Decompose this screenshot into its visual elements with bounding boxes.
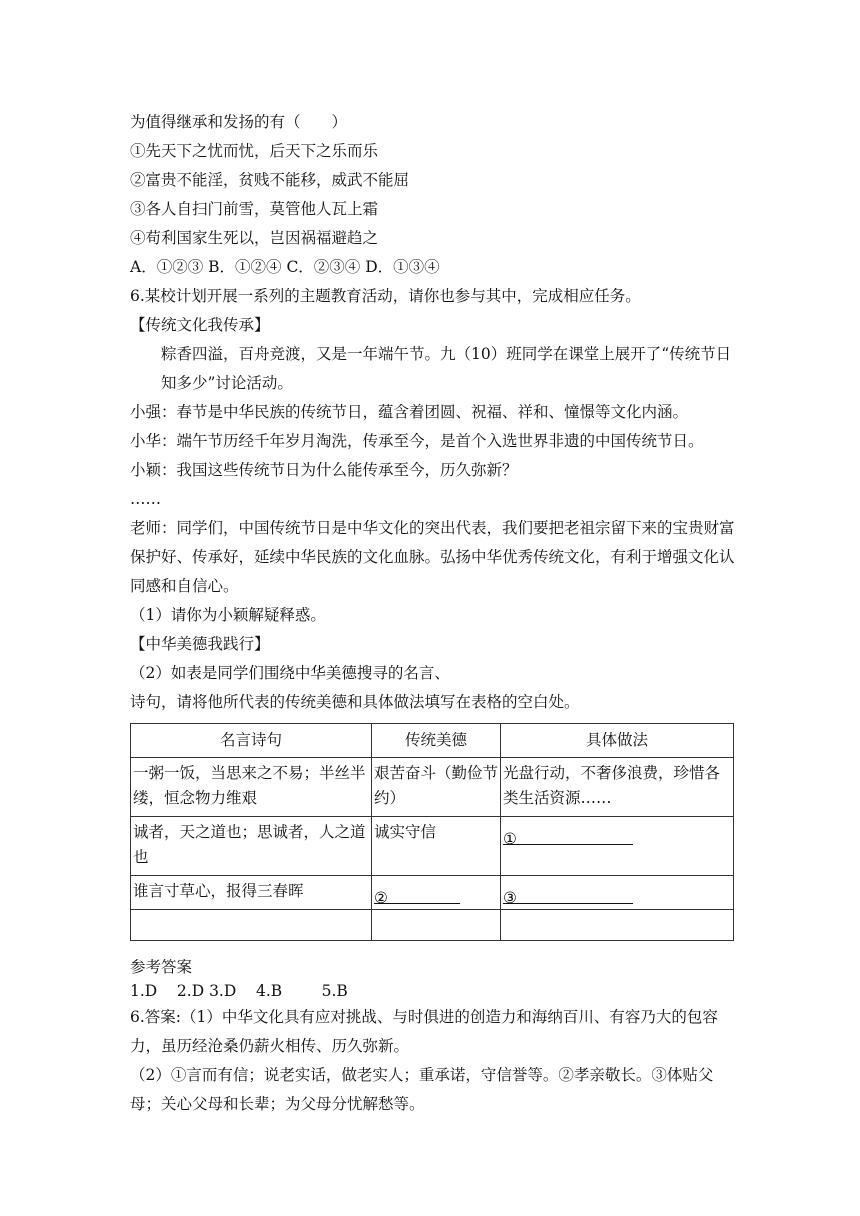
table-cell [131,910,372,941]
sub-question-1: （1）请你为小颖解疑释惑。 [130,606,326,624]
header-virtue: 传统美德 [372,724,501,758]
table-cell: 艰苦奋斗（勤俭节约） [372,758,501,817]
answer-blank-1: ① [503,827,633,845]
q5-option-4: ④苟利国家生死以，岂因祸福避趋之 [130,229,379,247]
q5-stem: 为值得继承和发扬的有（ ） [130,113,348,131]
section-title-virtue: 【中华美德我践行】 [130,635,270,653]
table-cell: 诚者，天之道也；思诚者，人之道也 [131,817,372,876]
table-header-row [131,724,734,758]
document-body [130,108,740,1119]
table-row [131,876,734,910]
table-row [131,817,734,876]
table-cell: 诚实守信 [372,817,501,876]
section-title-tradition: 【传统文化我传承】 [130,316,270,334]
q5-choices: A．①②③ B．①②④ C．②③④ D．①③④ [130,258,440,276]
dialog-xiaoying: 小颖：我国这些传统节日为什么能传承至今，历久弥新？ [130,461,518,479]
q6-stem: 6.某校计划开展一系列的主题教育活动，请你也参与其中，完成相应任务。 [130,287,641,305]
choice-answers: 1.D 2.D 3.D 4.B 5.B [130,982,348,1000]
dialog-teacher: 老师：同学们，中国传统节日是中华文化的突出代表，我们要把老祖宗留下来的宝贵财富保护好、传承好，延续中华民族的文化血脉。弘扬中华优秀传统文化，有利于增强文化认同感和自信心。 [130,519,735,595]
q5-option-1: ①先天下之忧而忧，后天下之乐而乐 [130,142,379,160]
dialog-xiaoqiang: 小强：春节是中华民族的传统节日，蕴含着团圆、祝福、祥和、憧憬等文化内涵。 [130,403,689,421]
sub-question-2-line2: 诗句，请将他所代表的传统美德和具体做法填写在表格的空白处。 [130,693,580,711]
answer-blank-3: ③ [503,886,633,904]
table-row [131,910,734,941]
virtues-table [130,723,734,941]
answer-blank-2: ② [374,886,460,904]
answers-title: 参考答案 [130,958,193,976]
sub-question-2-line1: （2）如表是同学们围绕中华美德搜寻的名言、 [130,664,450,682]
q6-intro: 粽香四溢，百舟竞渡，又是一年端午节。九（10）班同学在课堂上展开了“传统节日知多少”讨论活动。 [161,345,732,392]
header-practice: 具体做法 [501,724,734,758]
table-cell: 一粥一饭，当思来之不易；半丝半缕，恒念物力维艰 [131,758,372,817]
answer-6-part2: （2）①言而有信；说老实话，做老实人；重承诺，守信誉等。②孝亲敬长。③体贴父母；关心父母和长辈；为父母分忧解愁等。 [130,1066,714,1113]
q5-option-2: ②富贵不能淫，贫贱不能移，威武不能屈 [130,171,410,189]
table-row [131,758,734,817]
table-cell [501,876,734,910]
q5-option-3: ③各人自扫门前雪，莫管他人瓦上霜 [130,200,379,218]
dialog-ellipsis: …… [130,490,161,508]
answer-6-part1: 6.答案:（1）中华文化具有应对挑战、与时俱进的创造力和海纳百川、有容乃大的包容力，虽历经沧桑仍薪火相传、历久弥新。 [130,1008,718,1055]
header-quotes: 名言诗句 [131,724,372,758]
table-cell [372,876,501,910]
dialog-xiaohua: 小华：端午节历经千年岁月淘洗，传承至今，是首个入选世界非遗的中国传统节日。 [130,432,704,450]
table-cell: 光盘行动，不奢侈浪费，珍惜各类生活资源…… [501,758,734,817]
table-cell [501,817,734,876]
answers-section [130,955,740,1119]
table-cell: 谁言寸草心，报得三春晖 [131,876,372,910]
table-cell [501,910,734,941]
table-cell [372,910,501,941]
